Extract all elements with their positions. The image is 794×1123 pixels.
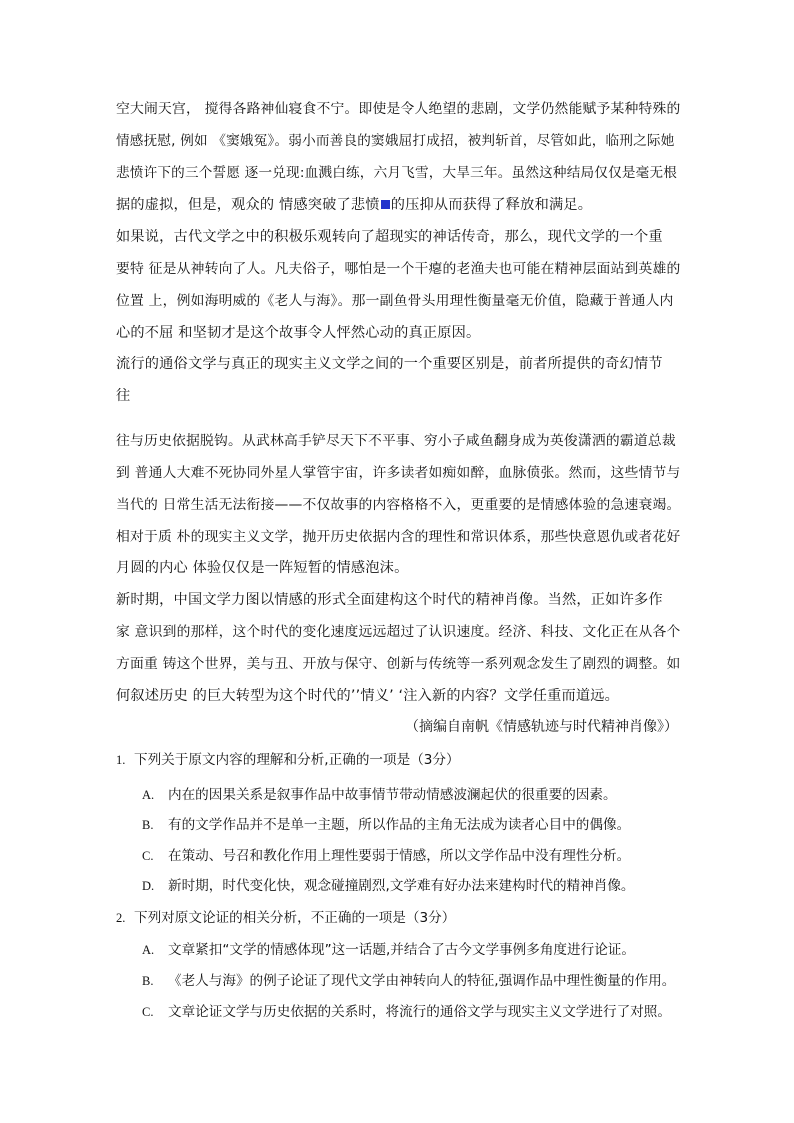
option-text: 内在的因果关系是叙事作品中故事情节带动情感波澜起伏的很重要的因素。	[168, 787, 617, 803]
passage-source: （摘编自南帆《情感轨迹与时代精神肖像》）	[405, 719, 678, 735]
question-stem	[116, 908, 455, 928]
passage-line: 空大闹天宫， 搅得各路神仙寝食不宁。即使是令人绝望的悲剧，文学仍然能赋予某种特殊的	[116, 101, 681, 117]
passage-line: 往与历史依据脱钩。从武林高手铲尽天下不平事、穷小子咸鱼翻身成为英俊潇洒的霸道总裁	[116, 433, 676, 449]
option-letter: B.	[142, 818, 154, 832]
passage-line: 情感抚慰, 例如 《窦娥冤》。弱小而善良的窦娥屈打成招，被判斩首，尽管如此，临刑之际她	[116, 133, 675, 149]
question-option	[142, 1002, 671, 1022]
option-letter: B.	[142, 974, 154, 988]
passage-line: 到 普通人大难不死协同外星人掌管宇宙，许多读者如痴如醉，血脉偾张。然而，这些情节与	[116, 465, 681, 481]
question-number: 1.	[116, 753, 126, 767]
question-option	[142, 815, 630, 835]
option-text: 在策动、号召和教化作用上理性要弱于情感，所以文学作品中没有理性分析。	[168, 848, 631, 864]
option-letter: A.	[142, 943, 155, 957]
question-number: 2.	[116, 911, 126, 925]
question-option	[142, 785, 617, 805]
passage-line: 要特 征是从神转向了人。凡夫俗子，哪怕是一个干瘪的老渔夫也可能在精神层面站到英雄的	[116, 261, 681, 277]
question-option	[142, 940, 635, 960]
passage-line: 悲愤许下的三个誓愿 逐一兑现:血溅白练，六月飞雪，大旱三年。虽然这种结局仅仅是毫无根	[116, 165, 678, 181]
passage-line: 位置 上，例如海明威的《老人与海》。那一副鱼骨头用理性衡量毫无价值，隐藏于普通人内	[116, 293, 674, 309]
question-stem	[116, 750, 460, 770]
option-text: 文章论证文学与历史依据的关系时，将流行的通俗文学与现实主义文学进行了对照。	[168, 1004, 671, 1020]
passage-line: 何叙述历史 的巨大转型为这个时代的’’情义’ ‘注入新的内容？文学任重而道远。	[116, 688, 620, 704]
passage-line: 如果说，古代文学之中的积极乐观转向了超现实的神话传奇，那么，现代文学的一个重	[116, 229, 663, 245]
passage-line: 家 意识到的那样，这个时代的变化速度远远超过了认识速度。经济、科技、文化正在从各个	[116, 624, 681, 640]
option-letter: A.	[142, 788, 155, 802]
passage-line: 方面重 铸这个世界，美与丑、开放与保守、创新与传统等一系列观念发生了剧烈的调整。如	[116, 656, 681, 672]
passage-line: 新时期，中国文学力图以情感的形式全面建构这个时代的精神肖像。当然，正如许多作	[116, 592, 663, 608]
passage-line: 往	[116, 388, 131, 404]
question-option	[142, 846, 630, 866]
passage-line-tail: 的压抑从而获得了释放和满足。	[390, 197, 593, 213]
passage-line: 月圆的内心 体验仅仅是一阵短暂的情感泡沫。	[116, 560, 409, 576]
passage-line: 当代的 日常生活无法衔接——不仅故事的内容格格不入，更重要的是情感体验的急速衰竭。	[116, 497, 681, 513]
passage-line: 心的不屈 和坚韧才是这个故事令人怦然心动的真正原因。	[116, 325, 481, 341]
question-option	[142, 971, 675, 991]
option-text: 新时期，时代变化快，观念碰撞剧烈,文学难有好办法来建构时代的精神肖像。	[168, 878, 635, 894]
passage-line-text: 据的虚拟，但是，观众的 情感突破了悲愤	[116, 197, 380, 213]
question-text: 下列对原文论证的相关分析，不正确的一项是（3分）	[134, 910, 456, 926]
option-text: 《老人与海》的例子论证了现代文学由神转向人的特征,强调作品中理性衡量的作用。	[168, 973, 676, 989]
passage-line	[116, 195, 592, 215]
question-text: 下列关于原文内容的理解和分析,正确的一项是（3分）	[134, 752, 460, 768]
passage-line: 流行的通俗文学与真正的现实主义文学之间的一个重要区别是，前者所提供的奇幻情节	[116, 356, 663, 372]
passage-line: 相对于质 朴的现实主义文学，抛开历史依据内含的理性和常识体系，那些快意恩仇或者花好	[116, 529, 681, 545]
option-letter: D.	[142, 879, 155, 893]
question-option	[142, 876, 635, 896]
option-text: 文章紧扣“文学的情感体现”这一话题,并结合了古今文学事例多角度进行论证。	[168, 942, 635, 958]
square-marker-icon	[381, 200, 390, 209]
option-letter: C.	[142, 849, 154, 863]
option-text: 有的文学作品并不是单一主题，所以作品的主角无法成为读者心目中的偶像。	[168, 817, 631, 833]
option-letter: C.	[142, 1005, 154, 1019]
